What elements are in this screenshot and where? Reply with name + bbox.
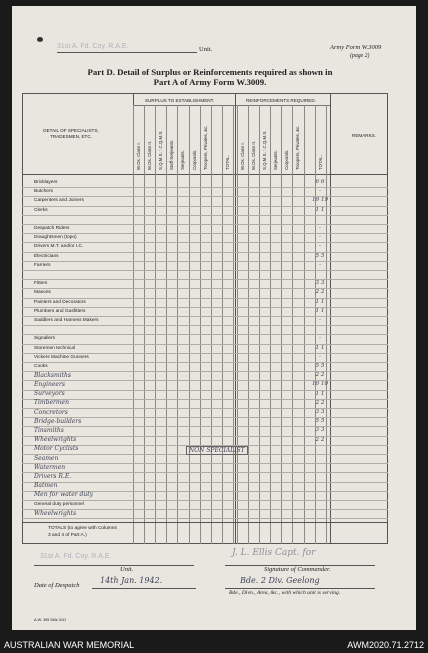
- table-row-label: Surveyors: [34, 390, 65, 398]
- grid-hline: [22, 279, 388, 280]
- reinforcement-column-header: Corporals.: [284, 149, 289, 170]
- table-row-total: 2 2: [315, 372, 325, 379]
- title-line-2: Part A of Army Form W.3009.: [153, 77, 267, 87]
- surplus-column-header: W.Os. Class I.: [136, 142, 141, 170]
- unit-label: Unit.: [199, 46, 213, 53]
- table-row-total: –: [318, 188, 322, 195]
- grid-hline: [22, 380, 388, 381]
- table-row-label: Cooks: [34, 364, 48, 369]
- table-row-label: Farriers: [34, 262, 51, 268]
- surplus-column-header: Corporals.: [192, 149, 197, 170]
- grid-hline: [22, 408, 388, 409]
- grid-hline: [22, 472, 388, 473]
- table-row-total: 10 10: [311, 381, 328, 388]
- page-title: [40, 67, 380, 87]
- grid-hline: [22, 426, 388, 427]
- grid-hline: [22, 215, 388, 216]
- grid-hline: [22, 334, 388, 335]
- reinforcement-column-header: Troopers, Privates, &c.: [295, 125, 300, 170]
- table-row-label: Concretors: [34, 408, 68, 416]
- table-row-total: 1 1: [315, 344, 325, 351]
- non-specialist-note: NON SPECIALIST: [186, 446, 248, 455]
- despatch-line: [92, 588, 196, 589]
- table-row-total: –: [318, 261, 322, 268]
- table-row-label: Tinsmiths: [34, 426, 64, 434]
- grid-hline: [22, 233, 388, 234]
- table-row-total: 2 2: [315, 436, 325, 443]
- table-row-total: 5 5: [315, 363, 325, 369]
- grid-hline: [22, 206, 388, 207]
- location: Bde. 2 Div. Geelong: [240, 576, 320, 585]
- signature-label: Signature of Commander.: [264, 566, 331, 573]
- table-row-total: –: [318, 335, 322, 342]
- table-row-total: –: [318, 243, 322, 250]
- unit-stamp: 31st A. Fd. Coy. R.A.E.: [57, 43, 129, 50]
- grid-hline: [22, 482, 388, 483]
- table-row-total: –: [318, 234, 322, 241]
- grid-hline: [22, 316, 388, 317]
- surplus-column-header: TOTAL.: [225, 155, 230, 170]
- table-row-label: Saddlers and Harness Makers: [34, 318, 99, 323]
- table-row-label: Painters and Decorators: [34, 299, 86, 305]
- table-row-total: 3 3: [315, 427, 325, 434]
- table-row-label: Wheelwrights: [34, 509, 77, 517]
- table-row-label: Seamen: [34, 454, 59, 462]
- grid-hline: [22, 270, 388, 271]
- grid-hline: [22, 463, 388, 464]
- grid-hline: [22, 436, 388, 437]
- grid-hline: [133, 105, 330, 106]
- table-row-total: 3 3: [315, 280, 325, 287]
- grid-hline: [22, 399, 388, 400]
- table-row-label: Engineers: [34, 380, 65, 388]
- table-row-label: Motor Cyclists: [34, 445, 79, 453]
- signature: J. L. Ellis Capt. for: [232, 548, 316, 558]
- table-row-label: Clerks: [34, 207, 48, 213]
- reinforcement-column-header: S.Q.M.S. : C.Q.M.S.: [262, 130, 267, 170]
- grid-hline: [22, 522, 388, 523]
- print-code: A.W. 395 5Ms 3/41: [34, 618, 67, 622]
- table-row-label: Drivers M.T. and/or I.C.: [34, 244, 84, 250]
- grid-hline: [22, 196, 388, 197]
- table-row-label: Storemen technical: [34, 345, 76, 351]
- location-label: Bde., Divn., Area, &c., with which unit is serving.: [229, 590, 341, 596]
- table-row-total: 5 5: [315, 418, 325, 425]
- table-row-label: Blacksmiths: [34, 371, 71, 379]
- page-reference: (page 2): [350, 53, 370, 59]
- table-row-label: Electricians: [34, 253, 59, 259]
- table-row-label: Timbermen: [34, 399, 69, 407]
- table-row-label: Signallers: [34, 336, 56, 342]
- table-row-total: 3 3: [315, 409, 325, 415]
- grid-hline: [22, 344, 388, 345]
- form-reference: Army Form W.3009: [330, 44, 382, 51]
- table-row-total: 6 6: [315, 179, 325, 185]
- grid-hline: [22, 518, 388, 519]
- surplus-column-header: Staff-Serjeants.: [169, 139, 174, 170]
- table-row-total: 1 1: [315, 390, 325, 397]
- table-row-total: –: [318, 225, 322, 231]
- table-row-total: 2 2: [315, 289, 325, 296]
- table-row-total: –: [318, 317, 322, 323]
- reinforcement-column-header: W.Os. Class II.: [251, 140, 256, 170]
- table-row-total: 1 1: [315, 307, 325, 314]
- table-row-total: 1 1: [315, 206, 325, 213]
- grid-hline: [22, 509, 388, 510]
- grid-hline: [22, 242, 388, 243]
- table-row-total: 5 5: [315, 252, 325, 259]
- reinforcement-column-header: W.Os. Class I.: [240, 142, 245, 170]
- reinforcements-header: REINFORCEMENTS REQUIRED.: [246, 98, 316, 103]
- totals-label-2: 3 and 4 of Part A.): [48, 533, 87, 538]
- table-row-label: Plumbers and Gasfitters: [34, 308, 86, 314]
- table-row-total: –: [318, 353, 322, 360]
- remarks-header: REMARKS.: [352, 133, 376, 138]
- table-row-total: 2 2: [315, 399, 325, 406]
- surplus-column-header: S.Q.M.S. : C.Q.M.S.: [158, 130, 163, 170]
- caption-left: AUSTRALIAN WAR MEMORIAL: [4, 640, 135, 650]
- title-line-1: Part D. Detail of Surplus or Reinforcements required as shown in: [87, 67, 333, 77]
- table-row-label: Butchers: [34, 189, 53, 195]
- grid-hline: [22, 362, 388, 363]
- despatch-label: Date of Despatch: [34, 582, 80, 589]
- footer-unit-label: Unit.: [120, 566, 134, 573]
- table-row-total: 1 1: [315, 298, 325, 305]
- punch-hole-icon: [37, 37, 43, 42]
- reinforcement-column-header: Serjeants.: [273, 150, 278, 170]
- footer-unit-stamp: 31st A. Fd. Coy. R.A.E.: [40, 553, 112, 560]
- grid-hline: [22, 261, 388, 262]
- grid-hline: [22, 390, 388, 391]
- unit-line: [57, 52, 197, 53]
- table-row-label: Bricklayers: [34, 180, 58, 185]
- footer-unit-line: [34, 565, 194, 566]
- table-row-total: 19 19: [311, 197, 328, 204]
- grid-hline: [22, 187, 388, 188]
- table-row-label: General duty personnel: [34, 502, 84, 507]
- table-row-label: Drivers R.E.: [34, 472, 72, 480]
- grid-hline: [22, 325, 388, 326]
- table-row-label: Masons: [34, 290, 51, 296]
- table-row-label: Draughtsmen (topo): [34, 235, 77, 241]
- caption-right: AWM2020.71.2712: [347, 640, 424, 650]
- table-row-label: Men for water duty: [34, 491, 94, 499]
- location-line: [225, 588, 375, 589]
- surplus-header: SURPLUS TO ESTABLISHMENT.: [145, 98, 215, 103]
- grid-hline: [22, 371, 388, 372]
- table-row-label: Fitters: [34, 281, 48, 287]
- table-row-label: Batmen: [34, 482, 58, 490]
- grid-vline: [235, 93, 236, 544]
- grid-hline: [22, 288, 388, 289]
- table-row-label: Wheelwrights: [34, 436, 77, 444]
- table-row-label: Watermen: [34, 463, 66, 471]
- surplus-column-header: Troopers, Privates, &c.: [203, 125, 208, 170]
- table-row-label: Carpenters and Joiners: [34, 198, 84, 204]
- grid-hline: [22, 500, 388, 501]
- despatch-date: 14th Jan. 1942.: [100, 576, 163, 585]
- table-row-label: Despatch Riders: [34, 226, 70, 231]
- surplus-column-header: Serjeants.: [180, 150, 185, 170]
- grid-hline: [22, 174, 388, 175]
- table-row-label: Bridge-builders: [34, 417, 82, 425]
- surplus-column-header: W.Os. Class II.: [147, 140, 152, 170]
- table-row-label: Vickers Machine Gunners: [34, 354, 89, 360]
- totals-label-1: TOTALS (to agree with Columns: [48, 526, 117, 531]
- detail-header: DETAIL OF SPECIALISTS, TRADESMEN, ETC.: [43, 128, 99, 139]
- grid-hline: [22, 224, 388, 225]
- grid-hline: [22, 252, 388, 253]
- reinforcement-column-header: TOTAL.: [318, 155, 323, 170]
